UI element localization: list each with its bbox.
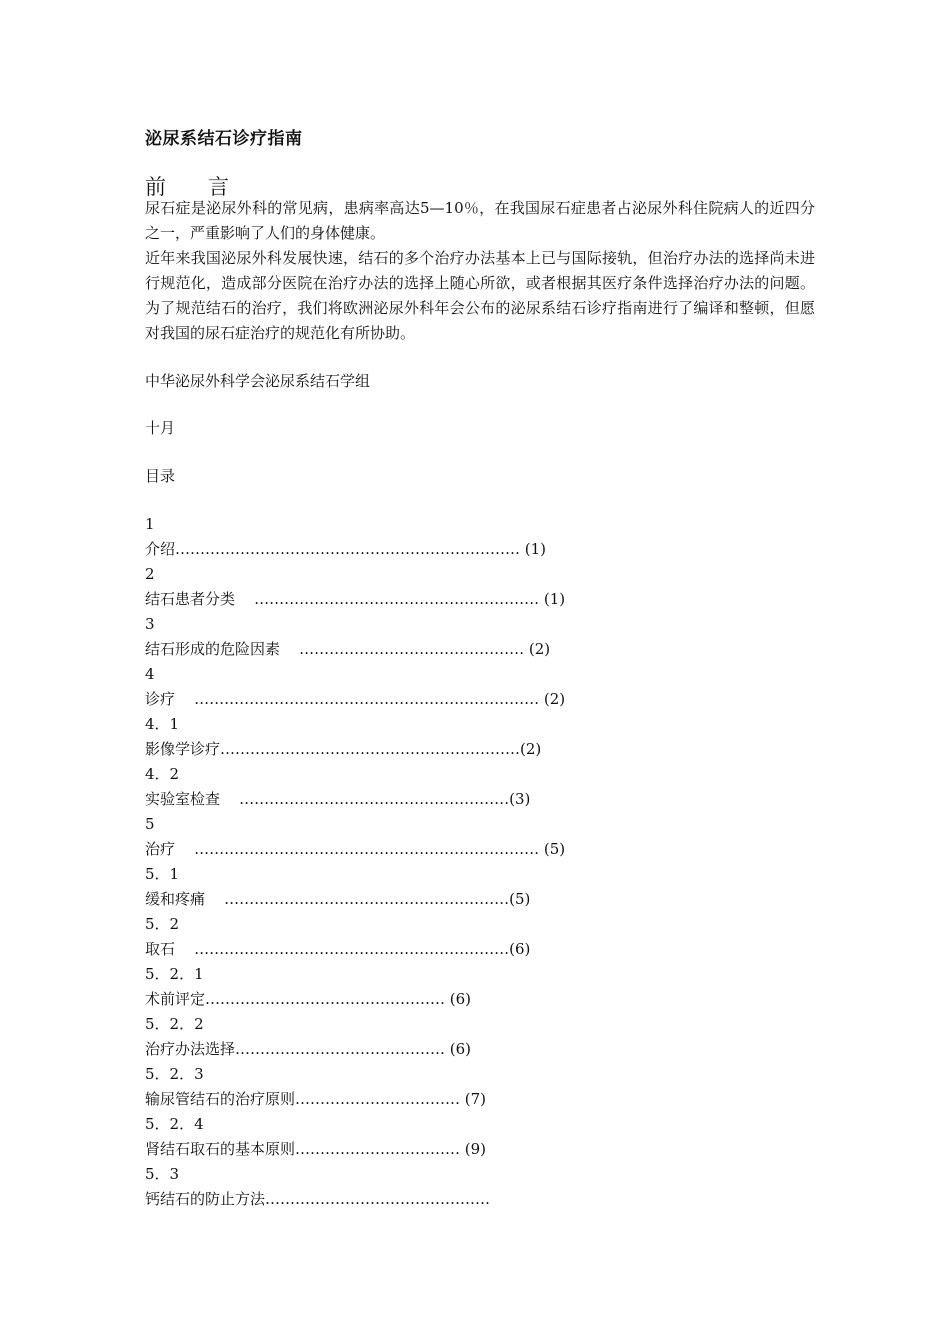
toc-item[interactable]	[145, 612, 795, 662]
organization-line: 中华泌尿外科学会泌尿系结石学组	[145, 372, 371, 390]
toc-item-leader: ……………………………	[295, 1090, 461, 1108]
toc-item[interactable]	[145, 1012, 795, 1062]
toc-item-number: 4．1	[145, 715, 180, 733]
toc-item-label: 结石患者分类	[145, 590, 236, 608]
toc-item-page: (6)	[445, 990, 472, 1008]
toc-item-label: 结石形成的危险因素	[145, 640, 281, 658]
toc-item-number: 2	[145, 565, 155, 583]
toc-item-leader: ……………………………………	[235, 1040, 446, 1058]
toc-item-page: (2)	[520, 740, 542, 758]
toc-item-number: 5．2．1	[145, 965, 204, 983]
toc-item-label: 取石	[145, 940, 176, 958]
toc-item-label: 治疗办法选择	[145, 1040, 236, 1058]
date-line: 十月	[145, 419, 176, 437]
toc-item-leader: ……………………………………………………………	[175, 540, 521, 558]
toc-item-label: 术前评定	[145, 990, 206, 1008]
toc-item-leader: ………………………………………	[265, 1190, 491, 1208]
toc-item-leader: ………………………………………………	[239, 790, 510, 808]
toc-item-label: 缓和疼痛	[145, 890, 206, 908]
toc-item[interactable]	[145, 962, 795, 1012]
toc-item-gap	[205, 890, 224, 908]
document-title: 泌尿系结石诊疗指南	[145, 129, 303, 149]
toc-item-page: (6)	[445, 1040, 472, 1058]
toc-item-number: 1	[145, 515, 155, 533]
toc-item[interactable]	[145, 762, 795, 812]
toc-item-page: (2)	[524, 640, 551, 658]
toc-item-leader: ……………………………	[295, 1140, 461, 1158]
toc-item-leader: …………………………………………………	[224, 890, 510, 908]
toc-item-label: 钙结石的防止方法	[145, 1190, 266, 1208]
toc-item-number: 5．2．4	[145, 1115, 204, 1133]
toc-item-number: 5．2．3	[145, 1065, 204, 1083]
toc-item[interactable]	[145, 862, 795, 912]
toc-item-number: 5．2．2	[145, 1015, 204, 1033]
toc-item-number: 5．3	[145, 1165, 180, 1183]
toc-item-page: (1)	[520, 540, 547, 558]
preface-heading: 前言	[145, 175, 271, 199]
toc-item-label: 实验室检查	[145, 790, 221, 808]
toc-item-gap	[175, 690, 194, 708]
toc-item-leader: …………………………………………………	[254, 590, 540, 608]
toc-item-page: (5)	[539, 840, 566, 858]
preface-paragraph-2: 近年来我国泌尿外科发展快速，结石的多个治疗办法基本上已与国际接轨，但治疗办法的选择尚未进行规范化，造成部分医院在治疗办法的选择上随心所欲，或者根据其医疗条件选择治疗办法的问题。为了规范结石的治疗，我们将欧洲泌尿外科年会公布的泌尿系结石诊疗指南进行了编译和整顿，但愿对我国的尿石症治疗的规范化有所协助。	[145, 249, 815, 342]
toc-item[interactable]	[145, 512, 795, 562]
toc-item-label: 治疗	[145, 840, 176, 858]
toc-item-page: (2)	[539, 690, 566, 708]
toc-item-number: 5．1	[145, 865, 180, 883]
table-of-contents	[145, 512, 795, 1212]
toc-item-gap	[280, 640, 299, 658]
toc-item-label: 肾结石取石的基本原则	[145, 1140, 296, 1158]
toc-item-label: 输尿管结石的治疗原则	[145, 1090, 296, 1108]
toc-item-label: 介绍	[145, 540, 176, 558]
toc-item-number: 4	[145, 665, 155, 683]
toc-item-page: (9)	[460, 1140, 487, 1158]
toc-item[interactable]	[145, 662, 795, 712]
toc-item-leader: ……………………………………………………………	[194, 840, 540, 858]
toc-item-page: (3)	[509, 790, 531, 808]
toc-item[interactable]	[145, 1162, 795, 1212]
toc-item[interactable]	[145, 712, 795, 762]
toc-item-leader: …………………………………………	[205, 990, 446, 1008]
toc-item-gap	[175, 940, 194, 958]
toc-item-leader: ………………………………………	[299, 640, 525, 658]
preface-paragraph-1: 尿石症是泌尿外科的常见病，患病率高达5—10％，在我国尿石症患者占泌尿外科住院病人的近四分之一，严重影响了人们的身体健康。	[145, 199, 815, 242]
toc-item-gap	[175, 840, 194, 858]
toc-item-page: (5)	[509, 890, 531, 908]
toc-item-leader: ………………………………………………………	[194, 940, 510, 958]
toc-item[interactable]	[145, 912, 795, 962]
toc-item-gap	[235, 590, 254, 608]
toc-item[interactable]	[145, 1062, 795, 1112]
toc-item-number: 4．2	[145, 765, 180, 783]
toc-heading: 目录	[145, 467, 176, 485]
toc-item-leader: ……………………………………………………	[220, 740, 521, 758]
toc-item-page: (7)	[460, 1090, 487, 1108]
toc-item[interactable]	[145, 812, 795, 862]
toc-item-number: 5	[145, 815, 155, 833]
toc-item-number: 5．2	[145, 915, 180, 933]
toc-item[interactable]	[145, 562, 795, 612]
toc-item-label: 影像学诊疗	[145, 740, 221, 758]
toc-item[interactable]	[145, 1112, 795, 1162]
toc-item-leader: ……………………………………………………………	[194, 690, 540, 708]
toc-item-page: (1)	[539, 590, 566, 608]
toc-item-label: 诊疗	[145, 690, 176, 708]
toc-item-gap	[220, 790, 239, 808]
toc-item-page: (6)	[509, 940, 531, 958]
toc-item-number: 3	[145, 615, 155, 633]
